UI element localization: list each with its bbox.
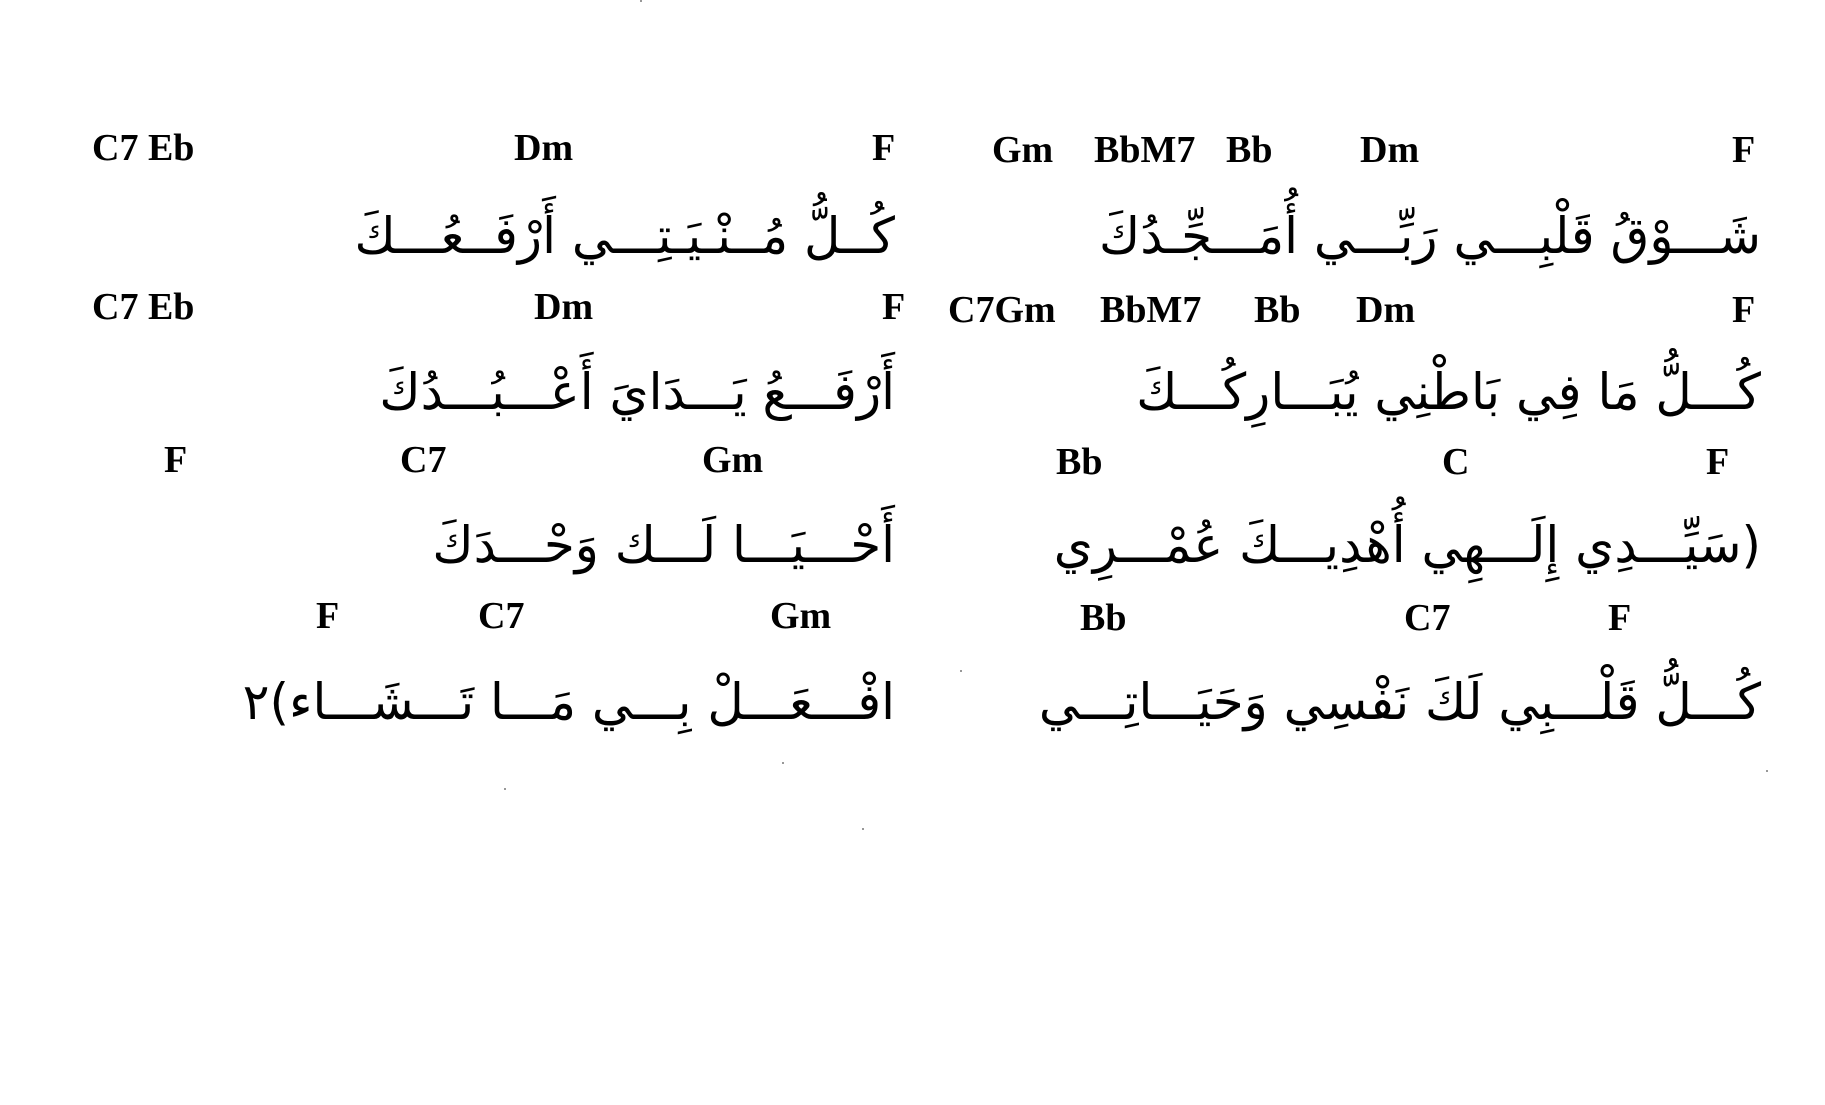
lyric-line-left: أَحْـــيَـــا لَـــك وَحْـــدَكَ bbox=[432, 516, 895, 574]
chord: Dm bbox=[534, 286, 594, 328]
chord: F bbox=[1706, 441, 1730, 483]
scan-speck bbox=[1766, 770, 1768, 772]
lyric-line-left: كُــلُّ مُــنْـيَـتِـــي أَرْفَــعُـــكَ bbox=[354, 207, 895, 265]
chord: Dm bbox=[1356, 289, 1416, 331]
chord: Bb bbox=[1226, 129, 1273, 171]
lyric-line-right: (سَيِّـــدِي إِلَـــهِي أُهْدِيـــكَ عُمْـــرِي bbox=[1053, 516, 1761, 574]
chord: F bbox=[872, 127, 896, 169]
scan-speck bbox=[504, 788, 506, 790]
chord: C7 bbox=[478, 595, 525, 637]
lyric-line-right: كُـــلُّ قَلْـــبِي لَكَ نَفْسِي وَحَيَـــاتِـــي bbox=[1038, 673, 1761, 731]
lyric-line-left: أَرْفَـــعُ يَـــدَايَ أَعْـــبُـــدُكَ bbox=[379, 363, 895, 421]
chord: Gm bbox=[992, 129, 1054, 171]
chord: C7Gm bbox=[948, 289, 1056, 331]
chord: BbM7 bbox=[1100, 289, 1202, 331]
chord: F bbox=[1608, 597, 1632, 639]
chord: BbM7 bbox=[1094, 129, 1196, 171]
chord: C bbox=[1442, 441, 1470, 483]
chord: C7 bbox=[400, 439, 447, 481]
chord: C7 Eb bbox=[92, 127, 195, 169]
chord: F bbox=[1732, 129, 1756, 171]
chord: Bb bbox=[1056, 441, 1103, 483]
chord: Gm bbox=[770, 595, 832, 637]
scan-speck bbox=[640, 0, 642, 2]
lyric-line-left: افْـــعَـــلْ بِـــي مَـــا تَـــشَـــاء)٢ bbox=[242, 673, 895, 731]
lyric-line-right: كُـــلُّ مَا فِي بَاطْنِي يُبَـــارِكُـــكَ bbox=[1136, 363, 1761, 421]
scan-speck bbox=[862, 828, 864, 830]
chord: Gm bbox=[702, 439, 764, 481]
chord: Bb bbox=[1254, 289, 1301, 331]
chord: Dm bbox=[514, 127, 574, 169]
chord: F bbox=[882, 286, 906, 328]
chord: Dm bbox=[1360, 129, 1420, 171]
scan-speck bbox=[960, 670, 962, 672]
chord: C7 bbox=[1404, 597, 1451, 639]
lyric-line-right: شَـــوْقُ قَلْبِـــي رَبِّـــي أُمَـــجِّـدُكَ bbox=[1099, 207, 1761, 265]
chord: C7 Eb bbox=[92, 286, 195, 328]
chord: Bb bbox=[1080, 597, 1127, 639]
chord: F bbox=[1732, 289, 1756, 331]
scan-speck bbox=[782, 762, 784, 764]
chord: F bbox=[316, 595, 340, 637]
chord: F bbox=[164, 439, 188, 481]
